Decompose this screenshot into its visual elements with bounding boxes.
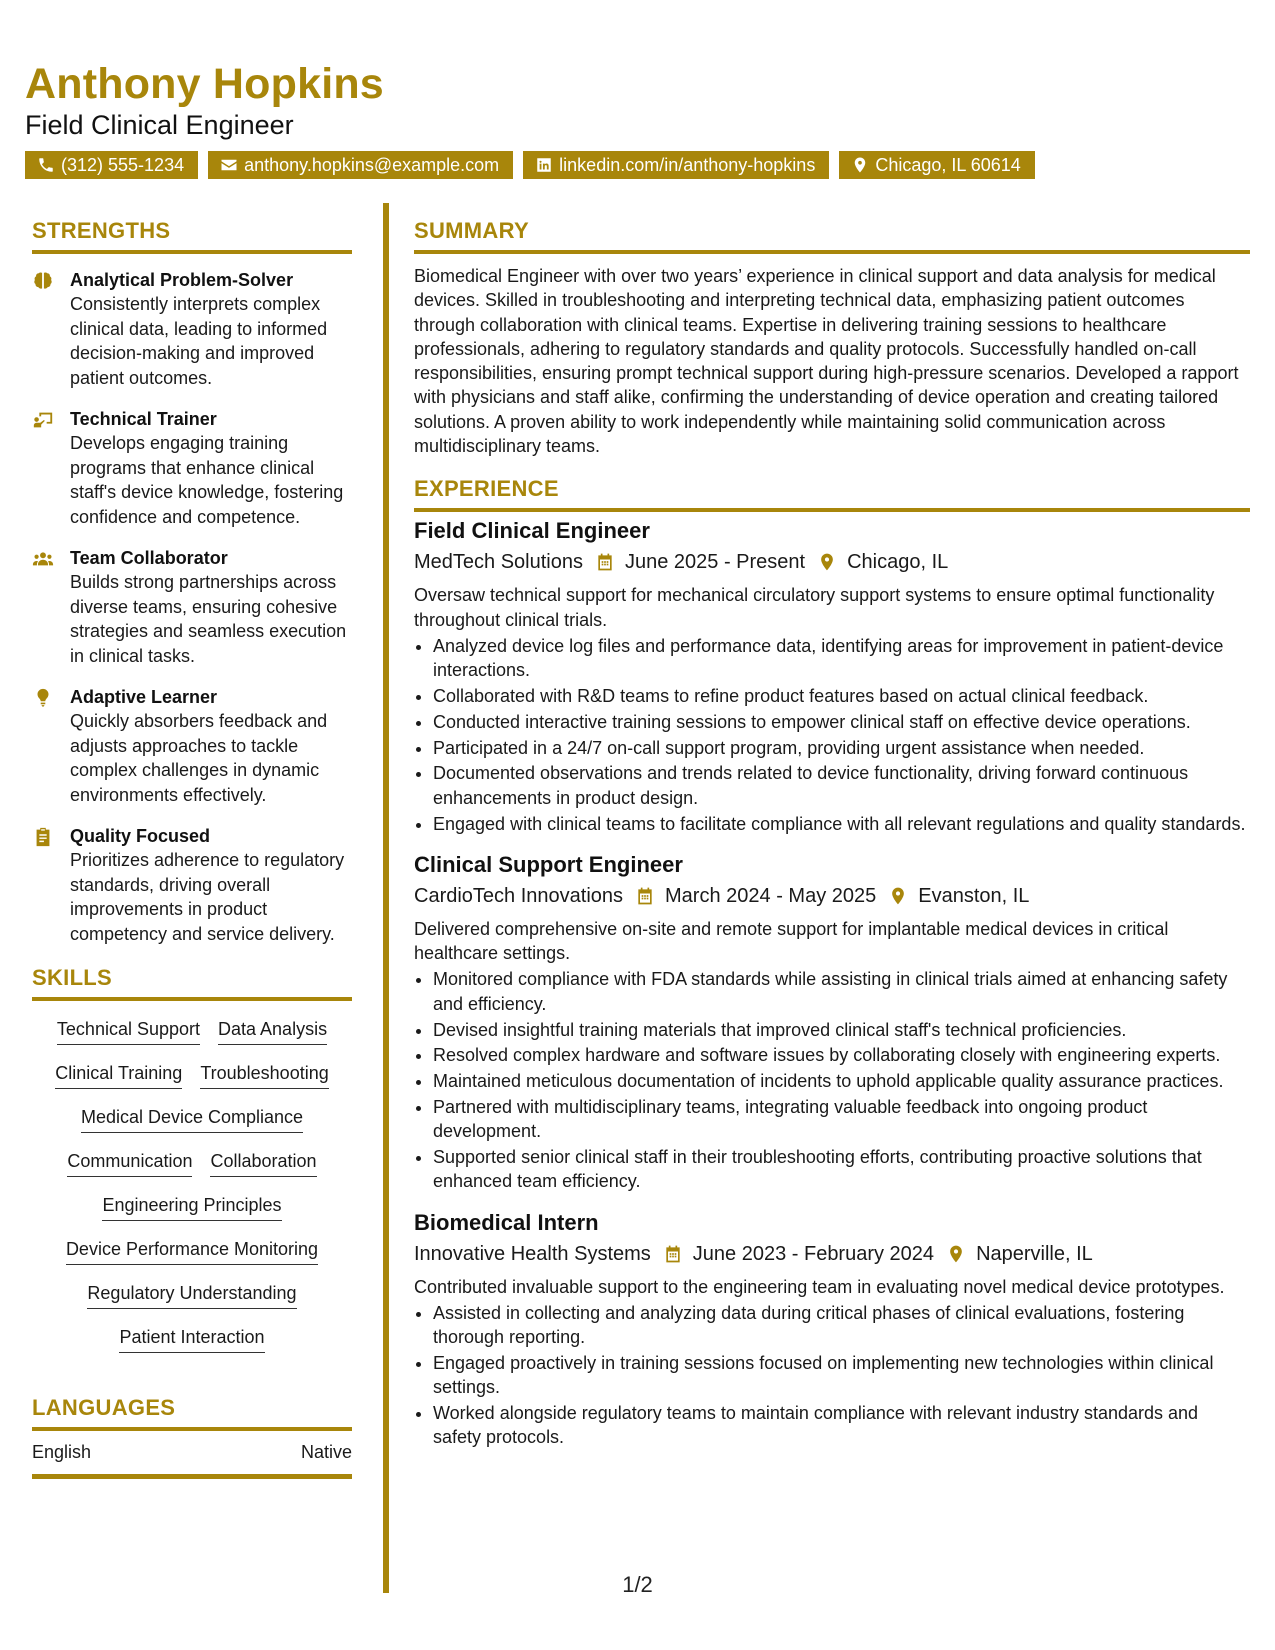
job-meta <box>414 547 1250 577</box>
skill-tag: Clinical Training <box>55 1061 182 1089</box>
job-company: MedTech Solutions <box>414 551 583 574</box>
job-bullet: • Assisted in collecting and analyzing data during critical phases of clinical evaluations, fostering thorough reporting. <box>433 1301 1250 1350</box>
job-location: Evanston, IL <box>918 884 1030 907</box>
strength-title: Quality Focused <box>70 826 211 846</box>
job-company: CardioTech Innovations <box>414 884 624 907</box>
skill-tag: Engineering Principles <box>102 1193 281 1221</box>
contact-location-text: Chicago, IL 60614 <box>875 154 1021 175</box>
page-number: 1/2 <box>622 1572 653 1597</box>
contact-bar <box>25 151 1255 179</box>
job-dates: June 2023 - February 2024 <box>692 1242 935 1265</box>
job-bullet: • Devised insightful training materials that improved clinical staff's technical proficiencies. <box>433 1018 1250 1042</box>
candidate-name: Anthony Hopkins <box>25 60 384 108</box>
contact-linkedin-text: linkedin.com/in/anthony-hopkins <box>559 154 816 175</box>
contact-email-text: anthony.hopkins@example.com <box>244 154 500 175</box>
job-bullet: • Resolved complex hardware and software issues by collaborating closely with engineering experts. <box>433 1043 1250 1067</box>
strength-desc: Consistently interprets complex clinical data, leading to informed decision-making and improved patient outcomes. <box>70 294 328 388</box>
job-entry <box>414 850 1250 1194</box>
job-bullets <box>414 634 1250 836</box>
contact-email[interactable] <box>208 151 513 179</box>
contact-phone-text: (312) 555-1234 <box>61 154 185 175</box>
contact-linkedin[interactable] <box>523 151 829 179</box>
language-level: Native <box>300 1442 352 1462</box>
linkedin-icon <box>535 156 553 174</box>
languages-section <box>32 1393 352 1479</box>
strength-title: Team Collaborator <box>70 548 228 568</box>
skill-tag: Device Performance Monitoring <box>66 1237 318 1265</box>
lightbulb-icon <box>32 687 54 709</box>
skill-tag: Patient Interaction <box>119 1325 264 1353</box>
experience-heading: EXPERIENCE <box>414 476 559 502</box>
map-marker-icon <box>851 156 869 174</box>
job-bullet: • Documented observations and trends related to device functionality, driving forward continuous enhancements in product design. <box>433 761 1250 810</box>
map-marker-icon <box>946 1244 966 1264</box>
section-rule <box>414 508 1250 512</box>
section-rule <box>32 997 352 1001</box>
skills-heading: SKILLS <box>32 965 113 990</box>
job-meta <box>414 1239 1250 1269</box>
job-bullets <box>414 967 1250 1193</box>
strength-desc: Develops engaging training programs that enhance clinical staff's device knowledge, fostering confidence and competence. <box>70 433 344 527</box>
language-level-bar <box>32 1474 352 1479</box>
skill-tag: Technical Support <box>57 1017 200 1045</box>
chalkboard-teacher-icon <box>32 409 54 431</box>
job-bullet: • Engaged with clinical teams to facilitate compliance with all relevant regulations and quality standards. <box>433 812 1250 836</box>
calendar-icon <box>635 886 655 906</box>
contact-location[interactable] <box>839 151 1034 179</box>
skills-list <box>32 1015 352 1353</box>
strength-title: Analytical Problem-Solver <box>70 270 294 290</box>
job-company: Innovative Health Systems <box>414 1242 651 1265</box>
experience-section <box>414 474 1250 1449</box>
calendar-icon <box>663 1244 683 1264</box>
map-marker-icon <box>817 552 837 572</box>
users-icon <box>32 548 54 570</box>
job-bullet: • Maintained meticulous documentation of incidents to uphold applicable quality assurance practices. <box>433 1069 1250 1093</box>
phone-icon <box>37 156 55 174</box>
calendar-icon <box>595 552 615 572</box>
section-rule <box>414 250 1250 254</box>
summary-heading: SUMMARY <box>414 218 529 243</box>
section-rule <box>32 250 352 254</box>
skill-tag: Data Analysis <box>218 1017 327 1045</box>
right-column <box>414 216 1250 1464</box>
strengths-section <box>32 216 352 946</box>
job-bullets <box>414 1301 1250 1450</box>
job-dates: March 2024 - May 2025 <box>665 884 877 907</box>
job-title: Clinical Support Engineer <box>414 851 683 877</box>
job-location: Chicago, IL <box>847 551 949 574</box>
job-meta <box>414 881 1250 911</box>
strength-title: Adaptive Learner <box>70 687 218 707</box>
language-name: English <box>32 1442 92 1462</box>
job-bullet: • Conducted interactive training sessions to empower clinical staff on effective device operations. <box>433 710 1250 734</box>
skill-tag: Regulatory Understanding <box>87 1281 296 1309</box>
clipboard-icon <box>32 826 54 848</box>
strength-desc: Builds strong partnerships across diverse teams, ensuring cohesive strategies and seamless execution in clinical tasks. <box>70 572 347 666</box>
strength-title: Technical Trainer <box>70 409 217 429</box>
strength-item <box>32 268 352 390</box>
job-entry <box>414 1208 1250 1450</box>
column-divider <box>383 203 389 1593</box>
job-bullet: • Supported senior clinical staff in their troubleshooting efforts, contributing proactive solutions that enhanced team efficiency. <box>433 1145 1250 1194</box>
summary-text: Biomedical Engineer with over two years’ experience in clinical support and data analysis for medical devices. Skilled in troubleshooting and interpreting technical data, emphasizing patient outcomes through collaboration with clinical teams. Expertise in delivering training sessions to healthcare professionals, adhering to regulatory standards and quality protocols. Successfully handled on-call responsibilities, ensuring prompt technical support during high-pressure scenarios. Developed a rapport with physicians and staff alike, confirming the understanding of device operation and creating tailored solutions. A proven ability to work independently while maintaining solid communication across multidisciplinary teams. <box>414 266 1239 457</box>
skills-section <box>32 963 352 1353</box>
job-title: Field Clinical Engineer <box>414 518 650 544</box>
languages-heading: LANGUAGES <box>32 1395 176 1420</box>
job-location: Naperville, IL <box>976 1242 1093 1265</box>
job-description: Oversaw technical support for mechanical circulatory support systems to ensure optimal functionality throughout clinical trials. <box>414 585 1215 630</box>
section-rule <box>32 1427 352 1431</box>
job-bullet: • Analyzed device log files and performance data, identifying areas for improvement in patient-device interactions. <box>433 634 1250 683</box>
job-bullet: • Worked alongside regulatory teams to maintain compliance with relevant industry standards and safety protocols. <box>433 1401 1250 1450</box>
job-bullet: • Engaged proactively in training sessions focused on implementing new technologies within clinical settings. <box>433 1351 1250 1400</box>
job-bullet: • Collaborated with R&D teams to refine product features based on actual clinical feedback. <box>433 684 1250 708</box>
strengths-heading: STRENGTHS <box>32 218 171 243</box>
job-bullet: • Participated in a 24/7 on-call support program, providing urgent assistance when needed. <box>433 736 1250 760</box>
strength-item <box>32 407 352 529</box>
skill-tag: Troubleshooting <box>200 1061 328 1089</box>
map-marker-icon <box>888 886 908 906</box>
job-entry <box>414 516 1250 835</box>
strength-item <box>32 685 352 807</box>
language-row <box>32 1439 352 1465</box>
skill-tag: Medical Device Compliance <box>81 1105 303 1133</box>
skill-tag: Collaboration <box>210 1149 316 1177</box>
job-dates: June 2025 - Present <box>624 551 806 574</box>
strength-desc: Quickly absorbers feedback and adjusts approaches to tackle complex challenges in dynamic environments effectively. <box>70 711 328 805</box>
job-title: Biomedical Intern <box>414 1209 599 1235</box>
job-description: Contributed invaluable support to the engineering team in evaluating novel medical device prototypes. <box>414 1276 1225 1297</box>
job-bullet: • Partnered with multidisciplinary teams, integrating valuable feedback into ongoing product development. <box>433 1095 1250 1144</box>
strength-desc: Prioritizes adherence to regulatory standards, driving overall improvements in product competency and service delivery. <box>70 850 345 944</box>
strength-item <box>32 546 352 668</box>
brain-icon <box>32 270 54 292</box>
skill-tag: Communication <box>67 1149 192 1177</box>
job-bullet: • Monitored compliance with FDA standards while assisting in clinical trials aimed at enhancing safety and efficiency. <box>433 967 1250 1016</box>
summary-section <box>414 216 1250 458</box>
job-description: Delivered comprehensive on-site and remote support for implantable medical devices in critical healthcare settings. <box>414 918 1169 964</box>
resume-header <box>25 60 1255 179</box>
candidate-title: Field Clinical Engineer <box>25 110 294 141</box>
contact-phone[interactable] <box>25 151 198 179</box>
strength-item <box>32 824 352 946</box>
envelope-icon <box>220 156 238 174</box>
left-column <box>32 216 352 1479</box>
